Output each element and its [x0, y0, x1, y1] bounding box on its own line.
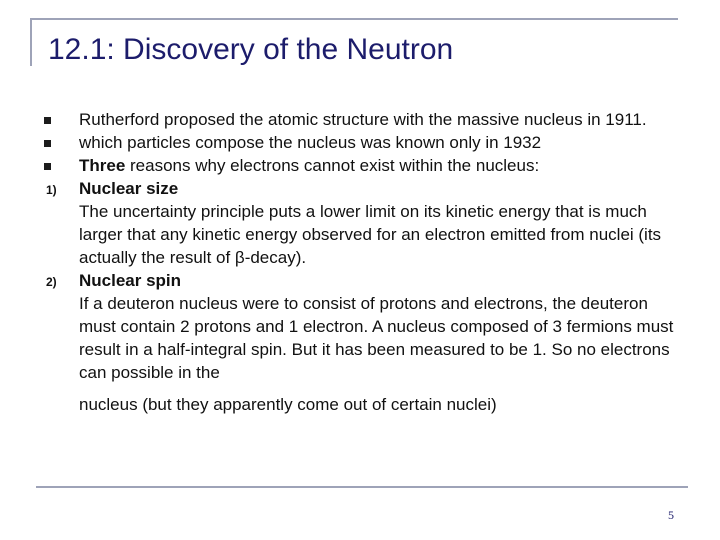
bullet-item-three-reasons [0, 154, 679, 177]
bullet-text: Rutherford proposed the atomic structure with the massive nucleus in 1911. [79, 110, 647, 129]
numbered-heading: Nuclear spin [79, 271, 182, 290]
number-marker: 1) [46, 183, 57, 197]
title-frame-left-line [30, 18, 32, 66]
numbered-item-nuclear-spin [0, 269, 679, 384]
numbered-heading: Nuclear size [79, 179, 179, 198]
number-marker: 2) [46, 275, 57, 289]
bullet-text: reasons why electrons cannot exist within the nucleus: [125, 156, 540, 175]
square-bullet-icon [44, 140, 51, 147]
numbered-item-nuclear-size [0, 177, 679, 269]
square-bullet-icon [44, 117, 51, 124]
numbered-text: The uncertainty principle puts a lower limit on its kinetic energy that is much larger that any kinetic energy observed for an electron emitted from nuclei (its actually the result of β-decay). [79, 202, 662, 267]
slide-content [0, 108, 720, 416]
footer-divider [36, 486, 688, 488]
final-line: nucleus (but they apparently come out of certain nuclei) [79, 395, 497, 414]
bullet-text: which particles compose the nucleus was known only in 1932 [79, 133, 542, 152]
title-frame-top-line [30, 18, 678, 20]
bullet-bold-word: Three [79, 156, 126, 175]
numbered-text: If a deuteron nucleus were to consist of protons and electrons, the deuteron must contain 2 protons and 1 electron. A nucleus composed of 3 fermions must result in a half-integral spin. But it has been measured to be 1. So no electrons can possible in the [79, 294, 674, 382]
page-number: 5 [668, 508, 674, 522]
slide-title: 12.1: Discovery of the Neutron [48, 33, 454, 66]
bullet-item-rutherford [0, 108, 679, 131]
bullet-item-composition [0, 131, 679, 154]
square-bullet-icon [44, 163, 51, 170]
